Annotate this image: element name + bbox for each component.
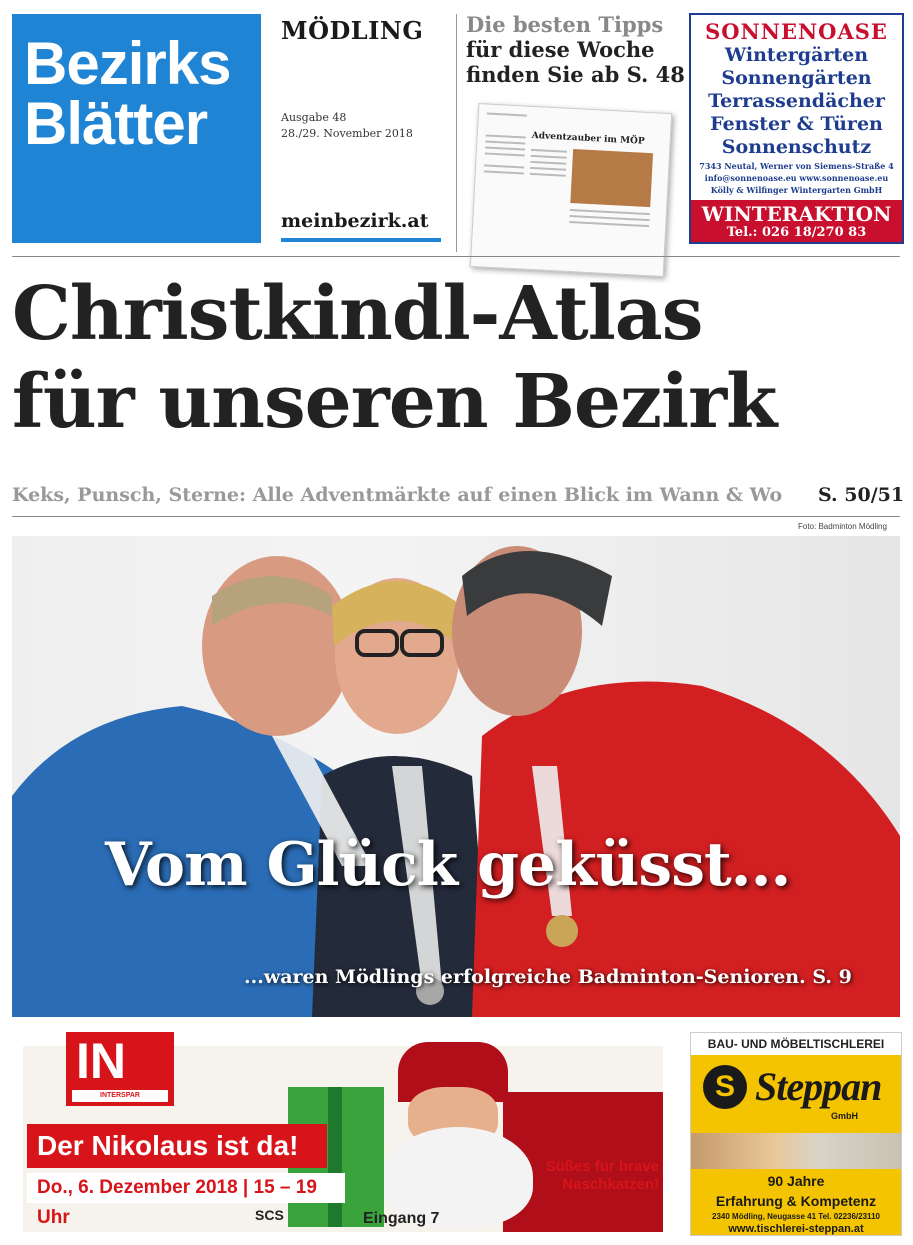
thumb-title: Adventzauber im MÖP <box>531 130 645 147</box>
thumb-bar <box>484 164 524 168</box>
ad3-address: 2340 Mödling, Neugasse 41 Tel. 02236/23110 <box>712 1212 880 1221</box>
ad1-promo <box>691 200 902 242</box>
ad3-logo-area <box>691 1055 901 1133</box>
ad2-headline: Der Nikolaus ist da! <box>27 1124 327 1168</box>
tipps-heading: Die besten Tipps <box>466 12 664 37</box>
tipps-line-2: für diese Woche <box>466 37 655 62</box>
ad3-top: BAU- UND MÖBELTISCHLEREI <box>707 1037 885 1051</box>
tipps-line-3: finden Sie ab S. 48 <box>466 62 685 87</box>
ad3-tagline: Erfahrung & Kompetenz <box>715 1193 877 1209</box>
ad2-date: Do., 6. Dezember 2018 | 15 – 19 Uhr <box>27 1173 345 1203</box>
headline-line-2: für unseren Bezirk <box>12 359 777 445</box>
ad2-entrance: Eingang 7 <box>363 1210 440 1227</box>
ad1-promo-label: WINTERAKTION <box>701 202 892 226</box>
logo-line-1: Bezirks <box>24 30 231 97</box>
thumb-bar <box>531 149 567 153</box>
thumb-bar <box>530 161 566 165</box>
ad1-address: 7343 Neutal, Werner von Siemens-Straße 4 <box>699 161 894 171</box>
district-name: MÖDLING <box>281 16 424 45</box>
thumb-bar <box>485 152 525 156</box>
thumb-bar <box>485 146 525 150</box>
thumb-bar <box>484 170 524 174</box>
ad1-line: Terrassendächer <box>708 90 885 112</box>
ad1-phone: Tel.: 026 18/270 83 <box>726 225 867 240</box>
website-underline <box>281 238 441 242</box>
interspar-logo-text: IN <box>76 1033 126 1089</box>
cover-photo[interactable] <box>12 536 900 1017</box>
ad3-years: 90 Jahre <box>767 1173 825 1189</box>
ad1-line: Sonnenschutz <box>721 136 872 158</box>
headline-line-1: Christkindl-Atlas <box>12 271 703 357</box>
gift-ribbon <box>328 1087 342 1227</box>
steppan-s-icon: S <box>703 1065 747 1109</box>
ad1-contact: info@sonnenoase.eu www.sonnenoase.eu <box>704 173 889 183</box>
thumb-bar <box>487 112 527 116</box>
photo-illustration <box>12 536 900 1017</box>
main-headline[interactable] <box>12 270 776 446</box>
scs-logo: SCS <box>255 1207 284 1223</box>
photo-caption: ...waren Mödlings erfolgreiche Badminton-Senioren. S. 9 <box>244 966 852 988</box>
thumb-photo <box>570 149 653 207</box>
ad1-line: Fenster & Türen <box>710 113 883 135</box>
rule-mid <box>12 516 900 517</box>
photo-credit: Foto: Badminton Mödling <box>798 522 887 531</box>
ad3-gmbh: GmbH <box>831 1111 858 1121</box>
rule-top <box>12 256 900 257</box>
thumb-bar <box>486 134 526 138</box>
thumb-bar <box>569 221 649 227</box>
thumb-bar <box>570 215 650 221</box>
masthead-logo[interactable] <box>12 14 261 243</box>
ad3-url[interactable]: www.tischlerei-steppan.at <box>728 1223 864 1235</box>
divider <box>456 14 457 252</box>
ad-steppan[interactable] <box>690 1032 902 1236</box>
ad1-line: Wintergärten <box>724 44 869 66</box>
ad3-bottom <box>691 1169 901 1235</box>
tipps-thumbnail[interactable] <box>470 103 672 277</box>
ad-sonnenoase[interactable] <box>689 13 904 244</box>
issue-date: 28./29. November 2018 <box>281 127 413 140</box>
photo-title: Vom Glück geküsst... <box>105 830 791 900</box>
ad-interspar[interactable] <box>23 1032 663 1232</box>
thumb-bar <box>530 167 566 171</box>
issue-number: Ausgabe 48 <box>281 111 347 124</box>
thumb-bar <box>485 140 525 144</box>
logo-line-2: Blätter <box>24 90 208 157</box>
ad1-company: Kölly & Wilfinger Wintergarten GmbH <box>710 185 883 195</box>
ad3-images <box>691 1133 901 1169</box>
interspar-logo-sub: INTERSPAR <box>72 1090 168 1102</box>
thumb-bar <box>570 209 650 215</box>
interspar-logo <box>66 1032 174 1106</box>
website-link[interactable]: meinbezirk.at <box>281 210 429 232</box>
issue-info <box>281 110 413 142</box>
ad2-sweets: Süßes für brave Naschkatzen! <box>545 1158 659 1193</box>
thumb-bar <box>531 155 567 159</box>
thumb-bar <box>530 173 566 177</box>
ad1-line: Sonnengärten <box>721 67 872 89</box>
headline-subline: Keks, Punsch, Sterne: Alle Adventmärkte auf einen Blick im Wann & Wo <box>12 484 783 506</box>
headline-page-ref[interactable]: S. 50/51 <box>818 484 905 506</box>
ad3-brand: Steppan <box>755 1064 882 1109</box>
ad1-brand: SONNENOASE <box>705 19 888 44</box>
